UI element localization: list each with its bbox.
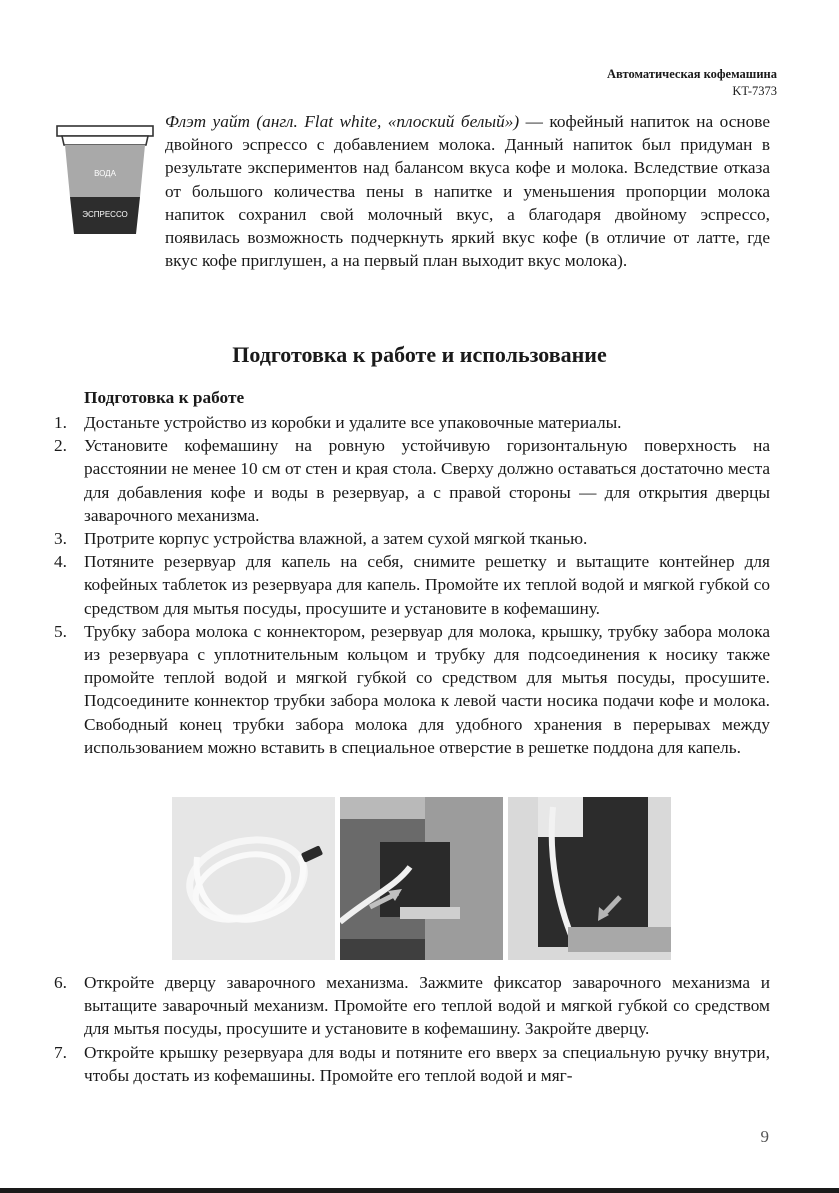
step-text: Откройте крышку резервуара для воды и потяните его вверх за специальную ручку внутри, чтобы достать из кофемашины. Промойте его теплой водой и мяг-: [84, 1042, 770, 1085]
bottom-border: [0, 1188, 839, 1193]
page-number: 9: [760, 1127, 769, 1146]
step-item: [54, 550, 770, 620]
drip-tray-photo: [508, 797, 671, 960]
cup-rim: [62, 136, 148, 145]
step-number: 1.: [54, 413, 67, 432]
step-number: 4.: [54, 552, 67, 572]
milk-tube-photo: [172, 797, 335, 960]
cup-water-label: ВОДА: [94, 169, 116, 178]
steps-list-part-1: [54, 411, 770, 759]
flat-white-term: Флэт уайт (англ. Flat white, «плоский белый»): [165, 112, 520, 131]
step-number: 6.: [54, 973, 67, 992]
step-number: 2.: [54, 436, 67, 456]
step-item: [54, 411, 770, 434]
step-item: [54, 1041, 770, 1087]
step-item: [54, 971, 770, 1041]
step-item: [54, 527, 770, 550]
cup-espresso-label: ЭСПРЕССО: [82, 210, 128, 219]
step-text: Установите кофемашину на ровную устойчивую горизонтальную поверхность на расстоянии не менее 10 см от стен и края стола. Сверху должно оставаться достаточно места для добавления кофе и воды в резервуар, а с правой стороны — для открытия дверцы заварочного механизма.: [84, 436, 770, 525]
step-text: Потяните резервуар для капель на себя, снимите решетку и вытащите контейнер для кофейных таблеток из резервуара для капель. Промойте их теплой водой и мягкой губкой со средством для мытья посуды, просушите и установите в кофемашину.: [84, 552, 770, 618]
steps-list-part-2: [54, 971, 770, 1087]
step-text: Трубку забора молока с коннектором, резервуар для молока, крышку, трубку забора молока из резервуара с уплотнительным кольцом и трубку для подсоединения к носику также промойте теплой водой и мягкой губкой со средством для мытья посуды, просушите. Подсоедините коннектор трубки забора молока к левой части носика подачи кофе и молока. Свободный конец трубки забора молока для удобного хранения в перерывах между использованием можно вставить в специальное отверстие в решетке поддона для капель.: [84, 621, 770, 757]
flat-white-text: — кофейный напиток на основе двойного эспрессо с добавлением молока. Данный напиток был придуман в результате экспериментов над балансом вкуса кофе и молока. Вследствие отказа от большого количества пены в напитке и уменьшения пропорции молока напиток сохранил свой молочный вкус, а благодаря двойному эспрессо, появилась возможность подчеркнуть яркий вкус кофе (в отличие от латте, где вкус кофе приглушен, а на первый план выходит вкус молока).: [165, 112, 771, 271]
running-header: [607, 66, 777, 100]
step-number: 3.: [54, 529, 67, 549]
subsection-title: Подготовка к работе: [84, 388, 245, 407]
header-model: KT-7373: [732, 84, 777, 98]
flat-white-description: [165, 110, 770, 272]
step-text: Достаньте устройство из коробки и удалите все упаковочные материалы.: [84, 413, 622, 432]
step-text: Протрите корпус устройства влажной, а затем сухой мягкой тканью.: [84, 529, 588, 549]
section-title: Подготовка к работе и использование: [232, 342, 607, 367]
cup-lid: [57, 126, 153, 136]
flat-white-cup-illustration: [56, 125, 156, 237]
step-item: [54, 434, 770, 527]
connector-photo: [340, 797, 503, 960]
step-item: [54, 620, 770, 759]
step-text: Откройте дверцу заварочного механизма. Зажмите фиксатор заварочного механизма и вытащите заварочный механизм. Промойте его теплой водой и мягкой губкой со средством для мытья посуды, просушите и установите в кофемашину. Закройте дверцу.: [84, 973, 770, 1039]
header-title: Автоматическая кофемашина: [607, 67, 777, 81]
step-number: 7.: [54, 1042, 67, 1062]
step-number: 5.: [54, 621, 67, 641]
